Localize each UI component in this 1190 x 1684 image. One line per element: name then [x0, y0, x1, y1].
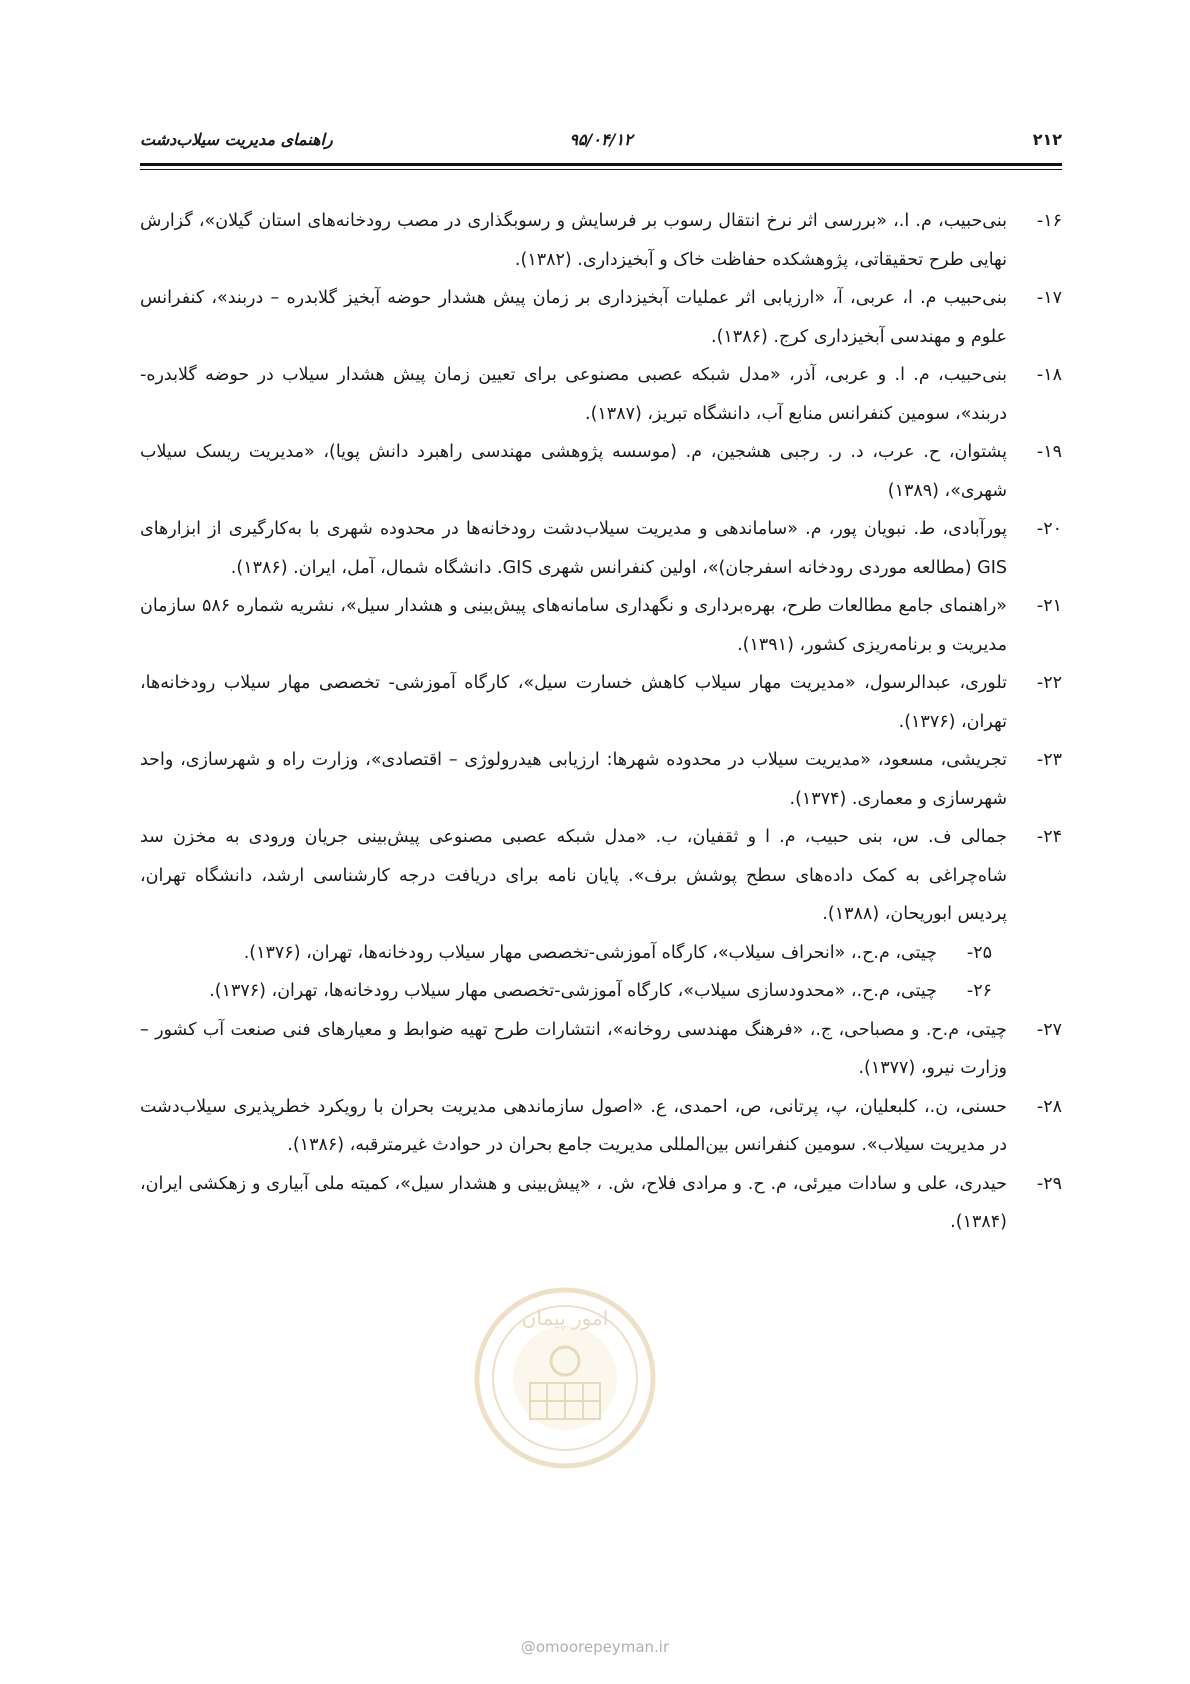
reference-list	[140, 202, 1062, 1242]
reference-number: ۱۸-	[1036, 365, 1062, 385]
reference-item	[140, 356, 1062, 433]
reference-item	[140, 741, 1062, 818]
header-rule-thin	[140, 169, 1062, 170]
reference-number: ۲۸-	[1036, 1096, 1062, 1117]
reference-item	[140, 510, 1062, 587]
reference-number: ۲۰-	[1036, 519, 1062, 539]
reference-text: چیتی، م.ح.، «محدودسازی سیلاب»، کارگاه آموزشی-تخصصی مهار سیلاب رودخانه‌ها، تهران، (۱۳۷۶).	[209, 981, 937, 1001]
reference-text: بنی‌حبیب، م. ا.، «بررسی اثر نرخ انتقال رسوب بر فرسایش و رسوبگذاری در مصب رودخانه‌های استان گیلان»، گزارش نهایی طرح تحقیقاتی، پژوهشکده حفاظت خاک و آبخیزداری. (۱۳۸۲).	[140, 211, 1007, 270]
reference-text: پشتوان، ح. عرب، د. ر. رجبی هشجین، م. (موسسه پژوهشی مهندسی راهبرد دانش پویا)، «مدیریت ریسک سیلاب شهری»، (۱۳۸۹)	[140, 442, 1007, 501]
header-rule-thick	[140, 163, 1062, 166]
reference-number: ۱۹-	[1036, 442, 1062, 462]
page-number: ۲۱۲	[1032, 130, 1062, 149]
reference-text: بنی‌حبیب م. ا، عربی، آ، «ارزیابی اثر عملیات آبخیزداری بر زمان پیش هشدار حوضه آبخیز گلابدره – دربند»، کنفرانس علوم و مهندسی آبخیزداری کرج. (۱۳۸۶).	[140, 288, 1007, 347]
watermark-site: @omoorepeyman.ir	[520, 1638, 670, 1656]
reference-item	[140, 202, 1062, 279]
reference-item	[140, 664, 1062, 741]
reference-item	[140, 433, 1062, 510]
reference-number: ۲۲-	[1036, 673, 1062, 693]
reference-number: ۲۷-	[1036, 1019, 1062, 1040]
reference-item	[140, 1011, 1062, 1088]
reference-item	[140, 1165, 1062, 1242]
reference-number: ۲۶-	[966, 981, 992, 1001]
reference-text: بنی‌حبیب، م. ا. و عربی، آذر، «مدل شبکه عصبی مصنوعی برای تعیین زمان پیش هشدار سیلاب در حوضه گلابدره- دربند»، سومین کنفرانس منابع آب، دانشگاه تبریز، (۱۳۸۷).	[140, 365, 1007, 424]
reference-text: پورآبادی، ط. نبویان پور، م. «ساماندهی و مدیریت سیلاب‌دشت رودخانه‌ها در محدوده شهری با به‌کارگیری از ابزارهای GIS (مطالعه موردی رودخانه اسفرجان)»، اولین کنفرانس شهری GIS. دانشگاه شمال، آمل، ایران. (۱۳۸۶).	[140, 519, 1007, 578]
reference-item	[140, 972, 1062, 1011]
reference-number: ۱۶-	[1036, 211, 1062, 231]
reference-item	[140, 934, 1062, 973]
reference-text: «راهنمای جامع مطالعات طرح، بهره‌برداری و نگهداری سامانه‌های پیش‌بینی و هشدار سیل»، نشریه شماره ۵۸۶ سازمان مدیریت و برنامه‌ریزی کشور، (۱۳۹۱).	[140, 596, 1007, 655]
reference-text: حیدری، علی و سادات میرئی، م. ح. و مرادی فلاح، ش. ، «پیش‌بینی و هشدار سیل»، کمیته ملی آبیاری و زهکشی ایران، (۱۳۸۴).	[140, 1173, 1007, 1232]
reference-item	[140, 818, 1062, 934]
document-title: راهنمای مدیریت سیلاب‌دشت	[140, 130, 333, 149]
watermark-seal	[470, 1283, 660, 1473]
reference-text: چیتی، م.ح.، «انحراف سیلاب»، کارگاه آموزشی-تخصصی مهار سیلاب رودخانه‌ها، تهران، (۱۳۷۶).	[243, 942, 937, 963]
reference-number: ۲۹-	[1036, 1173, 1062, 1194]
reference-text: حسنی، ن.، کلبعلیان، پ، پرتانی، ص، احمدی، ع. «اصول سازماندهی مدیریت بحران با رویکرد خطرپذیری سیلاب‌دشت در مدیریت سیلاب». سومین کنفرانس بین‌المللی مدیریت جامع بحران در حوادث غیرمترقبه، (۱۳۸۶).	[140, 1096, 1007, 1155]
reference-text: تجریشی، مسعود، «مدیریت سیلاب در محدوده شهرها: ارزیابی هیدرولوژی – اقتصادی»، وزارت راه و شهرسازی، واحد شهرسازی و معماری. (۱۳۷۴).	[140, 750, 1007, 809]
reference-number: ۲۴-	[1036, 827, 1062, 847]
reference-item	[140, 587, 1062, 664]
reference-text: تلوری، عبدالرسول، «مدیریت مهار سیلاب کاهش خسارت سیل»، کارگاه آموزشی- تخصصی مهار سیلاب رودخانه‌ها، تهران، (۱۳۷۶).	[140, 673, 1007, 732]
date-code: ۹۵/۰۴/۱۲	[569, 130, 633, 149]
reference-text: چیتی، م.ح. و مصباحی، ج.، «فرهنگ مهندسی روخانه»، انتشارات طرح تهیه ضوابط و معیارهای فنی صنعت آب کشور – وزارت نیرو، (۱۳۷۷).	[140, 1019, 1007, 1078]
reference-item	[140, 279, 1062, 356]
reference-number: ۲۳-	[1036, 750, 1062, 770]
reference-number: ۱۷-	[1036, 288, 1062, 308]
reference-item	[140, 1088, 1062, 1165]
reference-number: ۲۱-	[1036, 596, 1062, 616]
page-header	[140, 128, 1062, 158]
reference-text: جمالی ف. س، بنی حبیب، م. ا و ثقفیان، ب. «مدل شبکه عصبی مصنوعی پیش‌بینی جریان ورودی به مخزن سد شاه‌چراغی به کمک داده‌های سطح پوشش برف». پایان نامه برای دریافت درجه کارشناسی ارشد، دانشگاه تهران، پردیس ابوریحان، (۱۳۸۸).	[140, 827, 1007, 924]
reference-number: ۲۵-	[966, 942, 992, 963]
seal-text: امور پیمان	[521, 1306, 609, 1330]
